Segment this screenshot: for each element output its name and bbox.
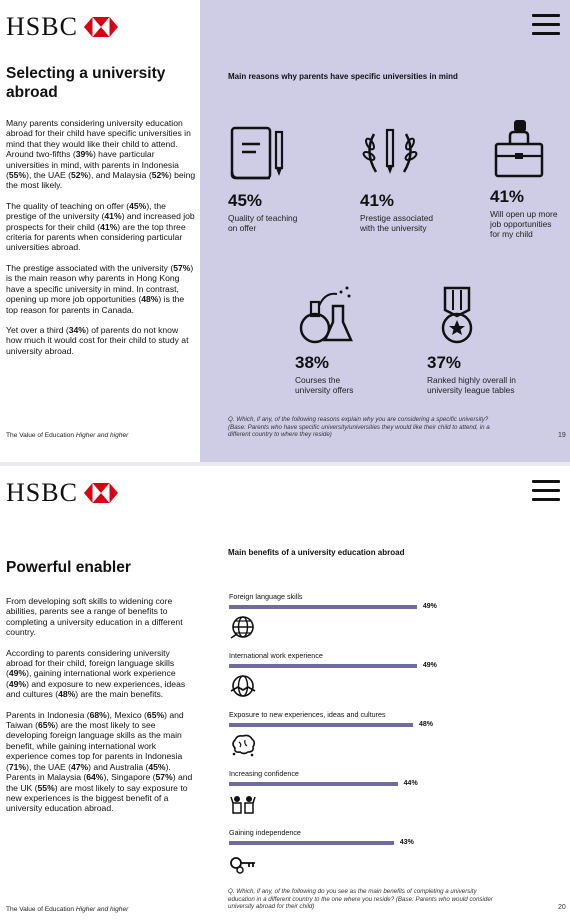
page-number: 20 bbox=[558, 904, 566, 911]
bar-item bbox=[229, 710, 529, 763]
bar-value-label: 49% bbox=[422, 603, 437, 610]
book-pencil-icon bbox=[228, 122, 288, 184]
left-column bbox=[0, 0, 200, 462]
brain-icon bbox=[229, 732, 257, 758]
hexagon-logo-icon bbox=[84, 483, 118, 503]
stat-league-tables bbox=[427, 284, 516, 395]
bold-figure: 45% bbox=[129, 200, 147, 211]
bar-item bbox=[229, 651, 529, 704]
panel-title: Main reasons why parents have specific universities in mind bbox=[228, 72, 458, 81]
paragraph: According to parents considering university abroad for their child, foreign language skills (49%), gaining international work experience (49%) and exposure to new experiences, ideas and cultures (48%) are the main benefits. bbox=[6, 647, 186, 700]
paragraph: From developing soft skills to widening core abilities, parents see a range of benefits to completing a university education in a different country. bbox=[6, 596, 183, 638]
globe-icon bbox=[229, 614, 257, 640]
bold-figure: 41% bbox=[100, 221, 118, 232]
bold-figure: 65% bbox=[38, 720, 56, 731]
stat-description: Will open up more job opportunities for my child bbox=[490, 209, 558, 239]
title-line-2: abroad bbox=[6, 84, 58, 101]
bold-figure: 52% bbox=[151, 170, 169, 181]
laurel-pen-icon bbox=[360, 122, 420, 184]
bold-figure: 71% bbox=[8, 761, 27, 772]
panel-title: Main benefits of a university education abroad bbox=[228, 548, 405, 557]
paragraph: Parents in Indonesia (68%), Mexico (65%) and Taiwan (65%) are the most likely to see developing foreign language skills as the main benefit, while gaining international work experience comes top for parents in Indonesia (71%), the UAE (47%) and Australia (45%). Parents in Malaysia (64%), Singapore (57%) and the UK (55%) are most likely to say exposure to new experiences is the biggest benefit of a university education abroad. bbox=[6, 709, 193, 814]
stat-prestige bbox=[360, 122, 433, 233]
paragraph: Many parents considering university education abroad for their child have specific universities in mind that they would like their child to attend. Around two-fifths (39%) have particular universities in mind, with parents in Indonesia (55%), the UAE (52%), and Malaysia (52%) being the most likely. bbox=[6, 118, 196, 191]
question-note: Q. Which, if any, of the following reasons explain why you are considering a specific university? (Base: Parents who have specific university/universities they would like their child to attend, in a different country to where they reside) bbox=[228, 416, 490, 439]
stat-percent: 38% bbox=[295, 353, 330, 372]
stat-description: Ranked highly overall in university league tables bbox=[427, 375, 516, 395]
bold-figure: 49% bbox=[8, 678, 27, 689]
bar-row bbox=[229, 721, 529, 728]
page-title bbox=[6, 64, 165, 102]
footer-suffix: Higher and higher bbox=[75, 906, 129, 913]
stat-quality-teaching bbox=[228, 122, 297, 233]
medal-icon bbox=[427, 284, 487, 346]
footer-prefix: The Value of Education bbox=[6, 906, 75, 913]
stat-percent: 41% bbox=[490, 187, 525, 206]
bar bbox=[229, 782, 398, 786]
stat-job-opportunities bbox=[490, 118, 558, 239]
bold-figure: 55% bbox=[37, 782, 55, 793]
paragraph: Yet over a third (34%) of parents do not know how much it would cost for their child to study at university abroad. bbox=[6, 324, 189, 356]
logo-text: HSBC bbox=[6, 478, 78, 507]
question-note: Q. Which, if any, of the following do you see as the main benefits of completing a university education in a different country to the one where you reside? (Base: Parents who would consider university abroad for their child) bbox=[228, 888, 493, 911]
bold-figure: 49% bbox=[8, 668, 27, 679]
bold-figure: 52% bbox=[70, 170, 89, 181]
stat-percent: 37% bbox=[427, 353, 462, 372]
stat-description: Courses the university offers bbox=[295, 375, 354, 395]
bold-figure: 48% bbox=[58, 689, 76, 700]
body-text bbox=[6, 118, 196, 366]
bold-figure: 41% bbox=[104, 211, 122, 222]
bar-value-label: 49% bbox=[422, 662, 437, 669]
bar-row bbox=[229, 839, 529, 846]
bar-category-label: Gaining independence bbox=[229, 828, 301, 837]
menu-icon[interactable] bbox=[532, 14, 560, 36]
footer-suffix: Higher and higher bbox=[75, 432, 129, 439]
body-text bbox=[6, 596, 196, 824]
bold-figure: 39% bbox=[75, 149, 93, 160]
footer-prefix: The Value of Education bbox=[6, 432, 75, 439]
footer bbox=[6, 432, 128, 439]
lab-flask-icon bbox=[295, 284, 355, 346]
bar-category-label: International work experience bbox=[229, 651, 323, 660]
bold-figure: 45% bbox=[148, 761, 166, 772]
bar-category-label: Foreign language skills bbox=[229, 592, 303, 601]
stat-courses bbox=[295, 284, 355, 395]
bold-figure: 48% bbox=[141, 294, 159, 305]
hexagon-logo-icon bbox=[84, 17, 118, 37]
bar-row bbox=[229, 603, 529, 610]
page-number: 19 bbox=[558, 432, 566, 439]
bar bbox=[229, 841, 394, 845]
bar-item bbox=[229, 592, 529, 645]
bar-row bbox=[229, 780, 529, 787]
handshake-globe-icon bbox=[229, 673, 257, 699]
bar-item bbox=[229, 769, 529, 822]
keys-icon bbox=[229, 850, 257, 876]
bar-category-label: Exposure to new experiences, ideas and cultures bbox=[229, 710, 386, 719]
reasons-panel bbox=[200, 0, 570, 462]
people-icon bbox=[229, 791, 257, 817]
bold-figure: 47% bbox=[70, 761, 89, 772]
stat-percent: 45% bbox=[228, 191, 263, 210]
logo-text: HSBC bbox=[6, 12, 78, 41]
page-20 bbox=[0, 466, 570, 922]
bar-value-label: 43% bbox=[399, 839, 414, 846]
hsbc-logo[interactable] bbox=[6, 12, 118, 42]
bar bbox=[229, 723, 413, 727]
menu-icon[interactable] bbox=[532, 480, 560, 502]
bar-row bbox=[229, 662, 529, 669]
bar-item bbox=[229, 828, 529, 881]
bold-figure: 55% bbox=[8, 170, 27, 181]
bold-figure: 68% bbox=[89, 709, 107, 720]
hsbc-logo[interactable] bbox=[6, 478, 118, 508]
bar-value-label: 48% bbox=[419, 721, 434, 728]
bold-figure: 34% bbox=[68, 324, 86, 335]
bar bbox=[229, 605, 417, 609]
bold-figure: 65% bbox=[146, 709, 165, 720]
stat-percent: 41% bbox=[360, 191, 395, 210]
briefcase-hand-icon bbox=[490, 118, 550, 180]
bar-value-label: 44% bbox=[403, 780, 418, 787]
paragraph: The quality of teaching on offer (45%), the prestige of the university (41%) and increased job prospects for their child (41%) are the top three criteria for parents when considering particular universities abroad. bbox=[6, 200, 195, 253]
page-title: Powerful enabler bbox=[6, 559, 131, 576]
bar-category-label: Increasing confidence bbox=[229, 769, 299, 778]
bold-figure: 64% bbox=[86, 772, 104, 783]
paragraph: The prestige associated with the university (57%) is the main reason why parents in Hong Kong have a specific university in mind. In contrast, opening up more job opportunities (48%) is the top reason for parents in Canada. bbox=[6, 262, 194, 315]
stat-description: Quality of teaching on offer bbox=[228, 213, 298, 233]
bar bbox=[229, 664, 417, 668]
bold-figure: 57% bbox=[173, 262, 191, 273]
stat-description: Prestige associated with the university bbox=[360, 213, 434, 233]
footer bbox=[6, 906, 128, 913]
left-column bbox=[0, 466, 200, 922]
title-line-1: Selecting a university bbox=[6, 65, 166, 82]
bold-figure: 57% bbox=[155, 772, 173, 783]
